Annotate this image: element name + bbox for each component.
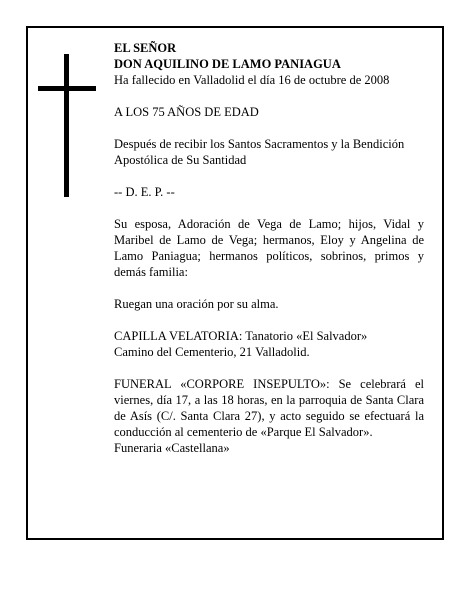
- chapel-line-1: CAPILLA VELATORIA: Tanatorio «El Salvador»: [114, 329, 368, 343]
- obituary-text: [114, 40, 424, 456]
- chapel-line-2: Camino del Cementerio, 21 Valladolid.: [114, 345, 310, 359]
- title-line-1: EL SEÑOR: [114, 41, 177, 55]
- funeral-home: Funeraria «Castellana»: [114, 441, 230, 455]
- family-text: Su esposa, Adoración de Vega de Lamo; hijos, Vidal y Maribel de Lamo de Vega; hermanos, Eloy y Angelina de Lamo Paniagua; hermanos políticos, sobrinos, primos y demás familia:: [114, 217, 424, 279]
- cross-icon-bar: [38, 86, 96, 91]
- funeral-text: FUNERAL «CORPORE INSEPULTO»: Se celebrará el viernes, día 17, a las 18 horas, en la parroquia de Santa Clara de Asís (C/. Santa Clara 27), y acto seguido se efectuará la conducción al cementerio de «Parque El Salvador».: [114, 377, 424, 439]
- rip-line: -- D. E. P. --: [114, 185, 175, 199]
- sacraments-text: Después de recibir los Santos Sacramentos y la Bendición Apostólica de Su Santidad: [114, 137, 405, 167]
- age-line: A LOS 75 AÑOS DE EDAD: [114, 105, 259, 119]
- died-line: Ha fallecido en Valladolid el día 16 de octubre de 2008: [114, 73, 390, 87]
- deceased-name: DON AQUILINO DE LAMO PANIAGUA: [114, 57, 341, 71]
- prayer-text: Ruegan una oración por su alma.: [114, 297, 279, 311]
- cross-icon: [64, 54, 69, 197]
